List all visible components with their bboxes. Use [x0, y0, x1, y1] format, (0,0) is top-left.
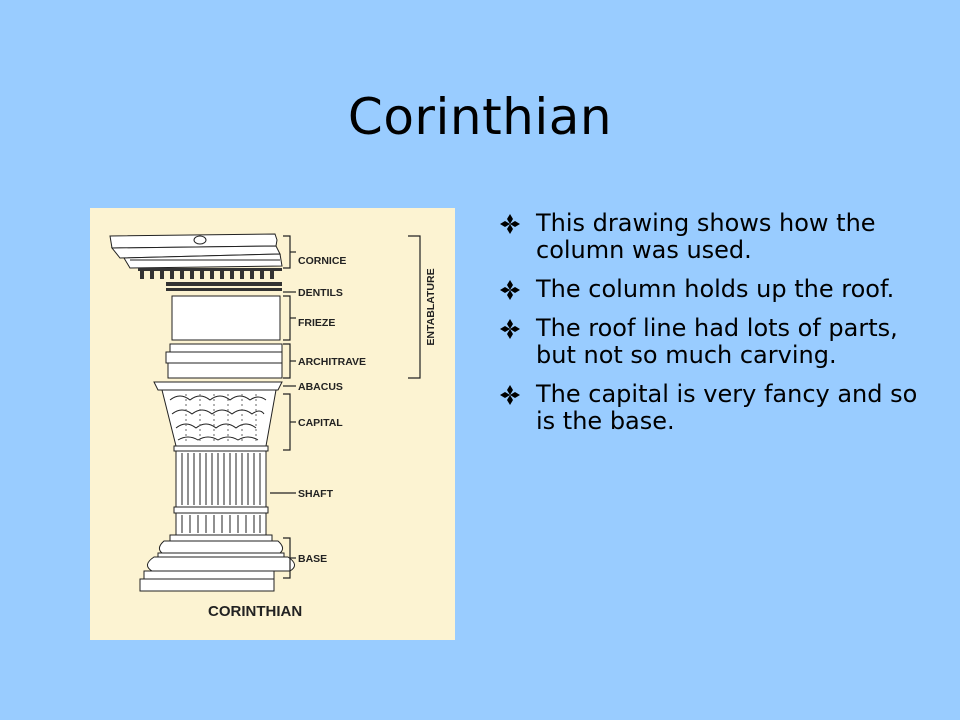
capital-drawing	[162, 390, 276, 451]
diagram-caption: CORINTHIAN	[208, 603, 303, 620]
label-shaft: SHAFT	[298, 488, 333, 500]
bullet-text: This drawing shows how the column was used.	[536, 209, 876, 264]
diamond-bullet-icon	[500, 319, 520, 339]
bullet-item	[500, 381, 940, 435]
dentils-drawing	[138, 268, 282, 291]
bullet-text: The roof line had lots of parts, but not so much carving.	[536, 314, 898, 369]
diamond-bullet-icon	[500, 280, 520, 300]
bullet-list	[500, 210, 940, 447]
bullet-text: The column holds up the roof.	[536, 275, 895, 303]
label-architrave: ARCHITRAVE	[298, 356, 367, 368]
bullet-item	[500, 210, 940, 264]
label-frieze: FRIEZE	[298, 317, 336, 329]
label-base: BASE	[298, 553, 328, 565]
column-drawing	[90, 208, 455, 640]
cornice-drawing	[110, 234, 282, 268]
abacus-drawing	[154, 382, 282, 390]
label-cornice: CORNICE	[298, 255, 347, 267]
bullet-text: The capital is very fancy and so is the base.	[536, 380, 918, 435]
architrave-drawing	[166, 344, 282, 378]
label-brackets	[270, 236, 420, 578]
bullet-item	[500, 276, 940, 303]
bullet-item	[500, 315, 940, 369]
label-capital: CAPITAL	[298, 417, 343, 429]
corinthian-column-diagram	[90, 208, 455, 640]
diamond-bullet-icon	[500, 385, 520, 405]
label-entablature: ENTABLATURE	[425, 268, 437, 346]
base-drawing	[140, 535, 295, 591]
label-abacus: ABACUS	[298, 381, 343, 393]
frieze-drawing	[172, 296, 280, 340]
shaft-drawing	[174, 451, 268, 535]
slide-title: Corinthian	[347, 88, 613, 146]
diamond-bullet-icon	[500, 214, 520, 234]
label-dentils: DENTILS	[298, 287, 343, 299]
